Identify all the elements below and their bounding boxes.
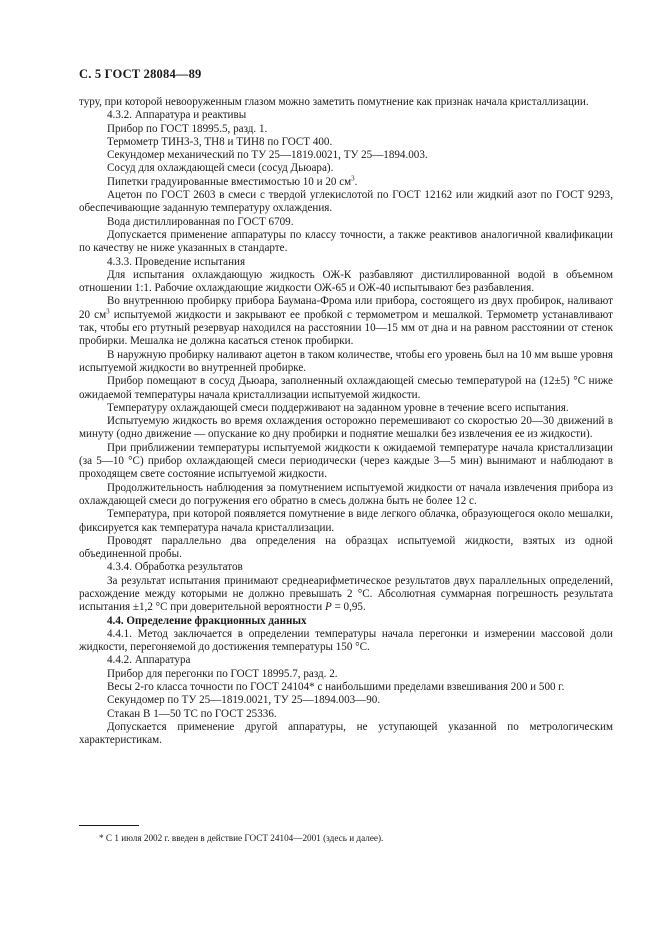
paragraph: Стакан В 1—50 ТС по ГОСТ 25336.	[107, 707, 277, 720]
section-heading-bold	[79, 615, 613, 628]
paragraph: Температура, при которой появляется помутнение в виде легкого облачка, образующегося около мешалки, фиксируется как температура начала кристаллизации.	[79, 508, 613, 534]
paragraph: туру, при которой невооруженным глазом можно заметить помутнение как признак начала кристаллизации.	[79, 96, 589, 108]
variable-p: P	[324, 601, 332, 614]
footnote: * С 1 июля 2002 г. введен в действие ГОСТ 24104—2001 (здесь и далее).	[99, 833, 384, 843]
paragraph	[79, 575, 613, 615]
superscript: 3	[351, 174, 355, 183]
paragraph: Термометр ТИН3-3, ТН8 и ТИН8 по ГОСТ 400.	[107, 135, 333, 148]
paragraph	[79, 295, 613, 348]
bold-heading: 4.4. Определение фракционных данных	[107, 614, 307, 627]
paragraph: Сосуд для охлаждающей смеси (сосуд Дьюара).	[107, 162, 334, 175]
paragraph: Секундомер по ТУ 25—1819.0021, ТУ 25—1894.003—90.	[107, 694, 381, 707]
paragraph: Допускается применение другой аппаратуры, не уступающей указанной по метрологическим характеристикам.	[79, 720, 613, 747]
text-run: испытуемой жидкости и закрывают ее пробкой с термометром и мешалкой. Термометр устанавливают так, чтобы его ртутный резервуар находился на расстоянии 10—15 мм от дна и на равном расстоянии от стенок пробирки. Мешалка не должна касаться стенок пробирки.	[79, 308, 614, 348]
paragraph: В наружную пробирку наливают ацетон в таком количестве, чтобы его уровень был на 10 мм выше уровня испытуемой жидкости во внутренней пробирке.	[79, 348, 613, 374]
paragraph: Прибор по ГОСТ 18995.5, разд. 1.	[107, 122, 268, 135]
section-heading: 4.3.4. Обработка результатов	[107, 561, 243, 574]
paragraph: Проводят параллельно два определения на образцах испытуемой жидкости, взятых из одной объединенной пробы.	[79, 534, 613, 561]
body-text	[79, 96, 613, 748]
paragraph: Секундомер механический по ТУ 25—1819.0021, ТУ 25—1894.003.	[107, 149, 428, 162]
paragraph: Весы 2-го класса точности по ГОСТ 24104* с наибольшими пределами взвешивания 200 и 500 г.	[107, 681, 565, 694]
text-run: За результат испытания принимают среднеарифметическое результатов двух параллельных определений, расхождение между которыми не должно превышать 2 °С. Абсолютная суммарная погрешность результата испытания ±1,2 °С при доверительной вероятности	[79, 574, 613, 614]
paragraph: Температуру охлаждающей смеси поддерживают на заданном уровне в течение всего испытания.	[107, 401, 569, 414]
paragraph: Испытуемую жидкость во время охлаждения осторожно перемешивают со скоростью 20—30 движений в минуту (одно движение — опускание ко дну пробирки и поднятие мешалки без извлечения ее из жидкости).	[79, 415, 613, 441]
text-run: Пипетки градуированные вместимостью 10 и 20 см	[107, 175, 352, 188]
text-run: = 0,95.	[331, 601, 366, 614]
text-run: Во внутреннюю пробирку прибора Баумана-Фрома или прибора, состоящего из двух пробирок, наливают 20 см	[79, 295, 613, 321]
paragraph: При приближении температуры испытуемой жидкости к ожидаемой температуре начала кристаллизации (за 5—10 °С) прибор охлаждающей смеси периодически (через каждые 3—5 мин) вынимают и наблюдают в проходящем свете состояние испытуемой жидкости.	[79, 441, 613, 481]
paragraph: Прибор помещают в сосуд Дьюара, заполненный охлаждающей смесью температурой на (12±5) °С ниже ожидаемой температуры начала кристаллизации испытуемой жидкости.	[79, 375, 613, 401]
paragraph: Для испытания охлаждающую жидкость ОЖ-К разбавляют дистиллированной водой в объемном отношении 1:1. Рабочие охлаждающие жидкости ОЖ-65 и ОЖ-40 испытывают без разбавления.	[79, 268, 613, 295]
paragraph	[79, 176, 613, 189]
superscript: 3	[106, 307, 110, 316]
page-header: С. 5 ГОСТ 28084—89	[79, 67, 202, 81]
section-heading: 4.4.2. Аппаратура	[107, 654, 191, 667]
section-heading: 4.3.2. Аппаратура и реактивы	[107, 109, 247, 122]
paragraph: Прибор для перегонки по ГОСТ 18995.7, разд. 2.	[107, 667, 338, 680]
section-heading: 4.3.3. Проведение испытания	[107, 255, 246, 268]
footnote-divider	[79, 825, 139, 826]
paragraph: Продолжительность наблюдения за помутнением испытуемой жидкости от начала извлечения прибора из охлаждающей смеси до погружения его обратно в смесь должна быть не более 12 с.	[79, 481, 613, 507]
text-run: .	[354, 175, 358, 188]
paragraph: Допускается применение аппаратуры по классу точности, а также реактивов аналогичной квалификации по качеству не ниже указанных в стандарте.	[79, 228, 613, 255]
paragraph: 4.4.1. Метод заключается в определении температуры начала перегонки и измерении массовой доли жидкости, перегоняемой до достижения температуры 150 °С.	[79, 627, 613, 654]
paragraph: Ацетон по ГОСТ 2603 в смеси с твердой углекислотой по ГОСТ 12162 или жидкий азот по ГОСТ 9293, обеспечивающие заданную температуру охлаждения.	[79, 189, 613, 215]
paragraph: Вода дистиллированная по ГОСТ 6709.	[107, 215, 294, 228]
